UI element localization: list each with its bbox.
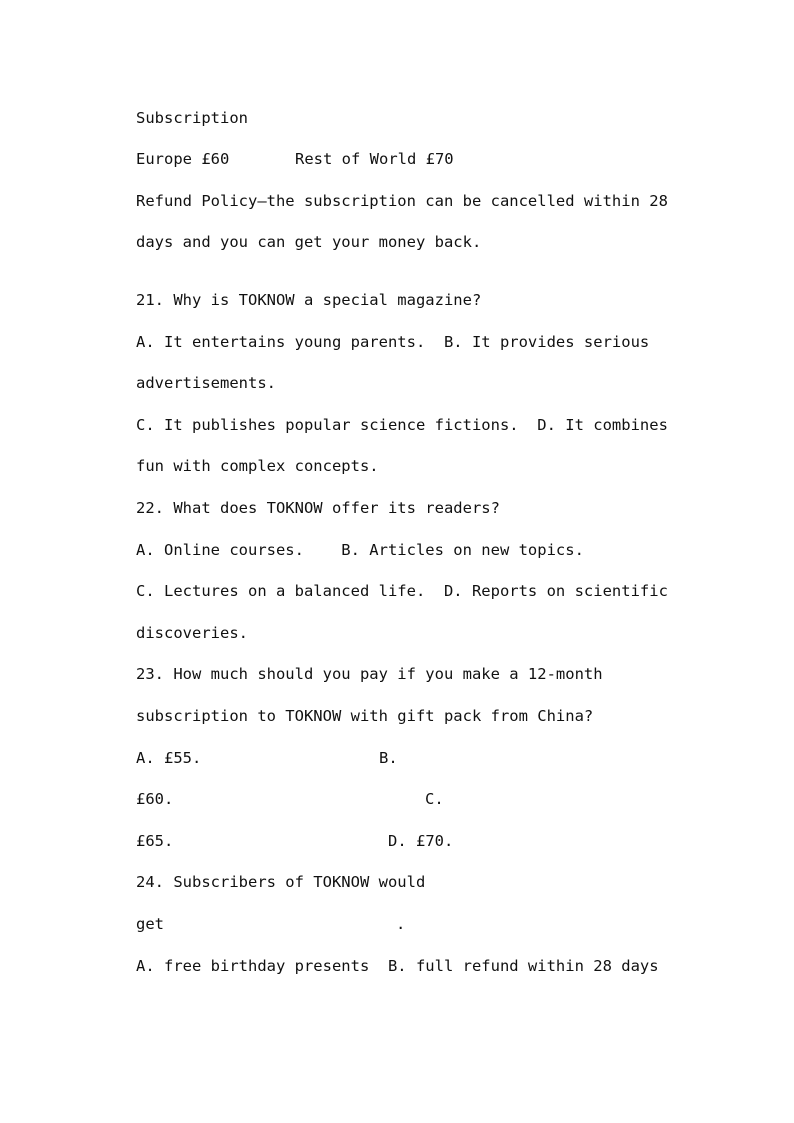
- question-23-option-b-label: B.: [379, 749, 398, 767]
- question-24-stem-line-2: get: [136, 915, 164, 933]
- refund-policy-line-1: Refund Policy—the subscription can be cancelled within 28: [136, 192, 668, 210]
- question-22-option-d-continued: discoveries.: [136, 624, 248, 642]
- question-23-stem-line-1: 23. How much should you pay if you make a 12-month: [136, 665, 603, 683]
- refund-policy-line-2: days and you can get your money back.: [136, 233, 482, 251]
- subscription-heading: Subscription: [136, 109, 248, 127]
- question-21-option-d-continued: fun with complex concepts.: [136, 457, 379, 475]
- question-24-stem-line-1: 24. Subscribers of TOKNOW would: [136, 873, 426, 891]
- question-23-option-c-value: £65.: [136, 832, 174, 850]
- price-europe: Europe £60: [136, 150, 230, 168]
- question-21-option-b-continued: advertisements.: [136, 374, 276, 392]
- question-23-stem-line-2: subscription to TOKNOW with gift pack from China?: [136, 707, 594, 725]
- question-22-stem: 22. What does TOKNOW offer its readers?: [136, 499, 500, 517]
- question-23-option-b-value: £60.: [136, 790, 174, 808]
- question-23-option-d: D. £70.: [388, 832, 454, 850]
- question-24-blank-end: .: [396, 915, 406, 933]
- question-22-options-a-b: A. Online courses. B. Articles on new topics.: [136, 541, 584, 559]
- question-24-options-a-b: A. free birthday presents B. full refund within 28 days: [136, 957, 659, 975]
- question-23-option-a: A. £55.: [136, 749, 202, 767]
- question-23-option-c-label: C.: [425, 790, 444, 808]
- question-22-options-c-d: C. Lectures on a balanced life. D. Reports on scientific: [136, 582, 668, 600]
- question-21-stem: 21. Why is TOKNOW a special magazine?: [136, 291, 482, 309]
- price-rest-of-world: Rest of World £70: [295, 150, 454, 168]
- question-21-options-c-d: C. It publishes popular science fictions. D. It combines: [136, 416, 668, 434]
- question-21-options-a-b: A. It entertains young parents. B. It provides serious: [136, 333, 650, 351]
